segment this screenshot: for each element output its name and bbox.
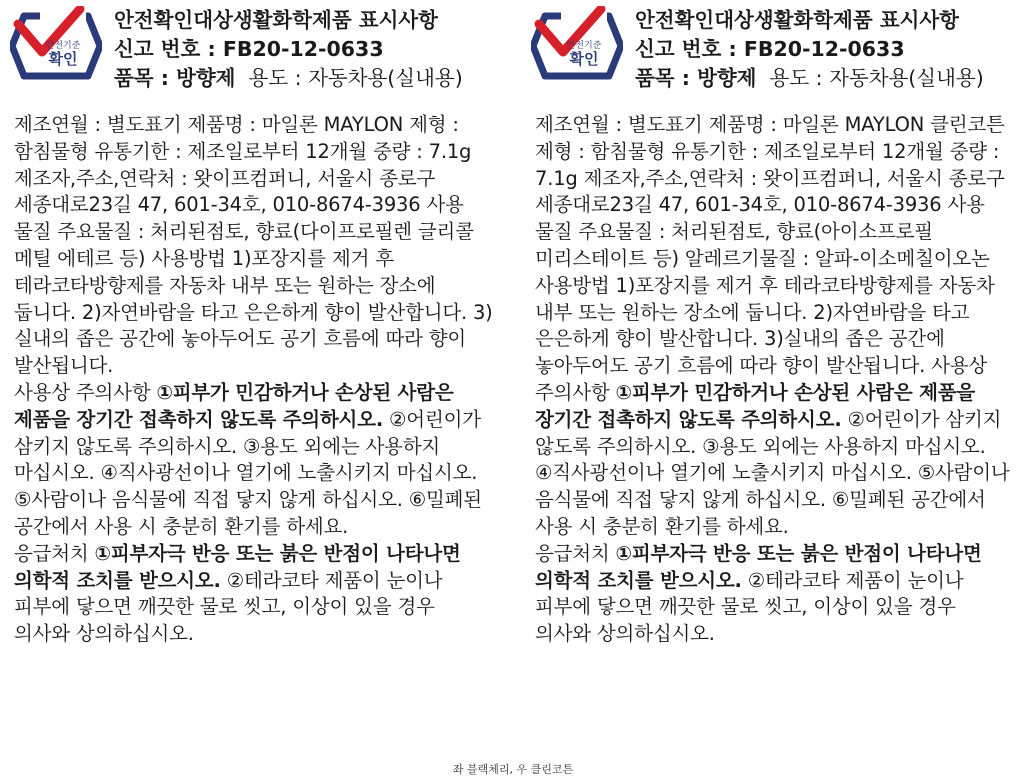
label-panel-left xyxy=(0,0,505,646)
registration-value: FB20-12-0633 xyxy=(222,37,384,61)
category-line xyxy=(114,64,504,93)
label-header xyxy=(521,0,1026,112)
registration-number xyxy=(635,35,1025,64)
caution-label: 사용상 주의사항 xyxy=(14,380,157,404)
caution-bold-text: ①피부가 민감하거나 손상된 사람은 제품을 장기간 접촉하지 않도록 주의하시오. xyxy=(14,380,454,431)
registration-number xyxy=(114,35,504,64)
label-title: 안전확인대상생활화학제품 표시사항 xyxy=(635,8,959,32)
caution-bold-text: ①피부가 민감하거나 손상된 사람은 제품을 장기간 접촉하지 않도록 주의하시오. xyxy=(535,380,976,431)
image-caption: 좌 블랙체리, 우 클린코튼 xyxy=(452,763,574,776)
badge-top-text: 안전기준 xyxy=(45,41,81,51)
product-info: 제조연월 : 별도표기 제품명 : 마일론 MAYLON 제형 : 함침물형 유통기한 : 제조일로부터 12개월 중량 : 7.1g 제조자,주소,연락처 : 왓이프컴퍼니, 서울시 종로구 세종대로23길 47, 601-34호, 010-8674-3936 사용 물질 주요물질 : 처리된점토, 향료(다이프로필렌 글리콜 메틸 에테르 등) 사용방법 1)포장지를 제거 후 테라코타방향제를 자동차 내부 또는 원하는 장소에 둡니다. 2)자연바람을 타고 은은하게 향이 발산합니다. 3)실내의 좁은 공간에 놓아두어도 공기 흐름에 따라 향이 발산됩니다. xyxy=(14,113,493,378)
label-body xyxy=(14,112,496,648)
product-info-text: 제조연월 : 별도표기 제품명 : 마일론 MAYLON 클린코튼 제형 : 함침물형 유통기한 : 제조일로부터 12개월 중량 : 7.1g 제조자,주소,연락처 : 왓이프컴퍼니, 서울시 종로구 세종대로23길 47, 601-34호, 010-8674-3936 사용 물질 주요물질 : 처리된점토, 향료(아이소프로필 미리스테이트 등) 알레르기물질 : 알파-이소메칠이오논 사용방법 1)포장지를 제거 후 테라코타방향제를 자동차 내부 또는 원하는 장소에 둡니다. 2)자연바람을 타고 은은하게 향이 발산합니다. 3)실내의 좁은 공간에 놓아두어도 공기 흐름에 따라 향이 발산됩니다. xyxy=(535,113,1005,378)
registration-value: FB20-12-0633 xyxy=(743,37,905,61)
safety-check-badge-icon xyxy=(531,6,623,86)
first-aid-section xyxy=(535,541,1017,648)
first-aid-label: 응급처치 xyxy=(535,541,616,565)
label-panel-right xyxy=(521,0,1026,646)
safety-check-badge-icon xyxy=(10,6,102,86)
registration-label: 신고 번호 : xyxy=(635,37,737,61)
first-aid-label: 응급처치 xyxy=(14,541,95,565)
first-aid-bold-text: ①피부자극 반응 또는 붉은 반점이 나타나면 의학적 조치를 받으시오. xyxy=(14,541,461,592)
first-aid-text: ②테라코타 제품이 눈이나 피부에 닿으면 깨끗한 물로 씻고, 이상이 있을 경우 의사와 상의하십시오. xyxy=(535,568,964,646)
caution-text: ②어린이가 삼키지 않도록 주의하시오. ③용도 외에는 사용하지 마십시오. ④직사광선이나 열기에 노출시키지 마십시오. ⑤사람이나 음식물에 직접 닿지 않게 하십시오. ⑥밀폐된 공간에서 사용 시 충분히 환기를 하세요. xyxy=(14,407,482,538)
caution-section xyxy=(14,380,496,541)
first-aid-text: ②테라코타 제품이 눈이나 피부에 닿으면 깨끗한 물로 씻고, 이상이 있을 경우 의사와 상의하십시오. xyxy=(14,568,443,646)
caution-label: 사용상 주의사항 xyxy=(535,354,988,404)
category-label: 품목 : 방향제 xyxy=(635,66,757,90)
registration-label: 신고 번호 : xyxy=(114,37,216,61)
label-body xyxy=(535,112,1017,648)
first-aid-bold-text: ①피부자극 반응 또는 붉은 반점이 나타나면 의학적 조치를 받으시오. xyxy=(535,541,982,592)
label-header xyxy=(0,0,505,112)
category-line xyxy=(635,64,1025,93)
label-title: 안전확인대상생활화학제품 표시사항 xyxy=(114,8,438,32)
first-aid-section xyxy=(14,541,496,648)
usage-text: 용도 : 자동차용(실내용) xyxy=(248,66,463,90)
badge-top-text: 안전기준 xyxy=(566,41,602,51)
product-info xyxy=(535,112,1017,541)
badge-bottom-text: 확인 xyxy=(569,50,599,68)
category-label: 품목 : 방향제 xyxy=(114,66,236,90)
caution-text: ②어린이가 삼키지 않도록 주의하시오. ③용도 외에는 사용하지 마십시오. ④직사광선이나 열기에 노출시키지 마십시오. ⑤사람이나 음식물에 직접 닿지 않게 하십시오. ⑥밀폐된 공간에서 사용 시 충분히 환기를 하세요. xyxy=(535,407,1010,538)
badge-bottom-text: 확인 xyxy=(48,50,78,68)
usage-text: 용도 : 자동차용(실내용) xyxy=(769,66,984,90)
